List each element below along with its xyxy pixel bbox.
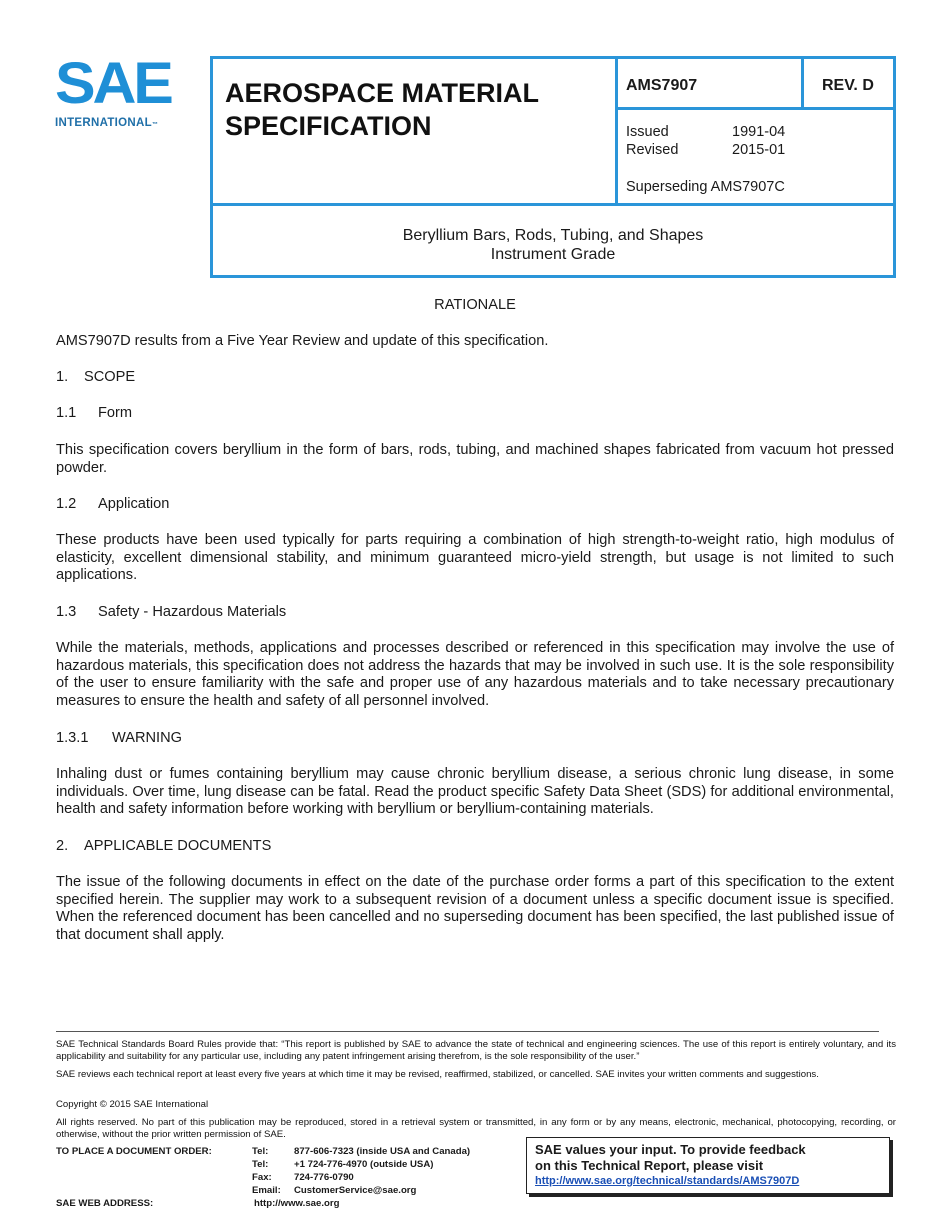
rationale-text: AMS7907D results from a Five Year Review and update of this specification. [56, 333, 549, 349]
section-1-2-heading: 1.2 Application [56, 496, 170, 512]
tel-inside-usa: 877-606-7323 (inside USA and Canada) [294, 1146, 471, 1157]
section-1-1-heading: 1.1 Form [56, 405, 133, 421]
issued-value: 1991-04 [732, 124, 786, 140]
sae-logo-international: INTERNATIONAL™ [55, 117, 159, 129]
subject-cell [213, 203, 893, 278]
review-note: SAE reviews each technical report at least every five years at which time it may be revised, reaffirmed, stabilized, or cancelled. SAE invites your written comments and suggestions. [56, 1069, 819, 1080]
doc-title: AEROSPACE MATERIAL SPECIFICATION [225, 78, 540, 141]
spec-header [210, 56, 896, 278]
feedback-line-2: on this Technical Report, please visit [535, 1158, 764, 1173]
revision: REV. D [822, 77, 874, 94]
doc-number: AMS7907 [626, 77, 698, 94]
section-2-heading: 2. APPLICABLE DOCUMENTS [56, 838, 272, 854]
issue-dates [626, 123, 785, 159]
revision-cell [804, 59, 896, 110]
tel-outside-usa: +1 724-776-4970 (outside USA) [294, 1159, 434, 1170]
rights-reserved: All rights reserved. No part of this publication may be reproduced, stored in a retrieval system or transmitted, in any form or by any means, electronic, mechanical, photocopying, recording, or otherwise, without the prior written permission of SAE. [56, 1117, 896, 1140]
section-2-text: The issue of the following documents in effect on the date of the purchase order forms a part of this specification to the extent specified herein. The supplier may work to a subsequent revision of a document unless a specific document issue is specified. When the referenced document has been cancelled and no superseding document has been specified, the last published issue of that document shall apply. [56, 874, 894, 943]
feedback-box [526, 1137, 890, 1194]
section-1-3-1-heading: 1.3.1 WARNING [56, 730, 182, 746]
section-1-heading: 1. SCOPE [56, 369, 136, 385]
doc-number-cell [618, 59, 804, 110]
order-label: TO PLACE A DOCUMENT ORDER: [56, 1146, 212, 1157]
section-1-2-text: These products have been used typically for parts requiring a combination of high strength-to-weight ratio, high modulus of elasticity, excellent dimensional stability, and minimum guaranteed micro-yield strength, but usage is not limited to such applications. [56, 532, 894, 583]
fax: 724-776-0790 [294, 1172, 354, 1183]
feedback-line-1: SAE values your input. To provide feedback [535, 1142, 806, 1157]
copyright: Copyright © 2015 SAE International [56, 1099, 209, 1110]
sae-logo [55, 51, 177, 133]
section-1-3-text: While the materials, methods, applications and processes described or referenced in this specification may involve the use of hazardous materials, this specification does not address the hazards that may be involved in such use. It is the sole responsibility of the user to ensure familiarity with the safe and proper use of any hazardous materials and to take necessary precautionary measures to ensure the health and safety of all personnel involved. [56, 640, 894, 709]
doc-subject: Beryllium Bars, Rods, Tubing, and Shapes Instrument Grade [402, 227, 704, 263]
footer-rule [56, 1031, 879, 1032]
feedback-link[interactable]: http://www.sae.org/technical/standards/AMS7907D [535, 1175, 800, 1187]
email-link[interactable]: CustomerService@sae.org [294, 1185, 417, 1196]
section-1-3-heading: 1.3 Safety - Hazardous Materials [56, 604, 287, 620]
rationale-heading: RATIONALE [434, 297, 516, 313]
section-1-1-text: This specification covers beryllium in the form of bars, rods, tubing, and machined shapes fabricated from vacuum hot pressed powder. [56, 442, 894, 476]
title-cell [213, 59, 618, 203]
revised-value: 2015-01 [732, 142, 786, 158]
revised-label: Revised [626, 142, 679, 158]
sae-logo-mark: SAE [55, 51, 171, 116]
superseding: Superseding AMS7907C [626, 179, 785, 195]
issued-label: Issued [626, 124, 669, 140]
web-label: SAE WEB ADDRESS: [56, 1198, 154, 1209]
section-1-3-1-text: Inhaling dust or fumes containing beryllium may cause chronic beryllium disease, a serious chronic lung disease, in some individuals. Over time, lung disease can be fatal. Read the product specific Safety Data Sheet (SDS) for additional environmental, health and safety information before working with beryllium or beryllium-containing materials. [56, 766, 894, 817]
board-rules: SAE Technical Standards Board Rules provide that: “This report is published by SAE to advance the state of technical and engineering sciences. The use of this report is entirely voluntary, and its applicability and suitability for any particular use, including any patent infringement arising therefrom, is the sole responsibility of the user.” [56, 1039, 896, 1062]
web-address-link[interactable]: http://www.sae.org [254, 1198, 340, 1209]
